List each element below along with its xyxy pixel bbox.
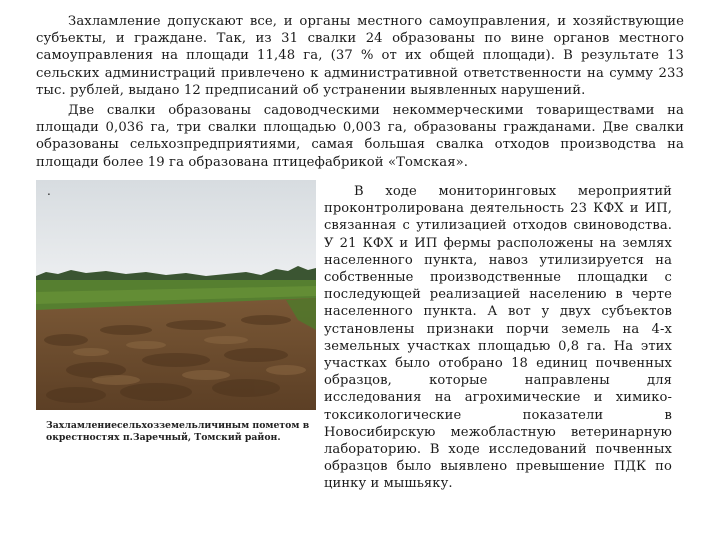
paragraph-2: Две свалки образованы садоводческими некоммерческими товариществами на площади 0,036 га, три свалки площадью 0,003 га, образованы гражданами. Две свалки образованы сельхозпредприятиями, самая большая свалка отходов производства на площади более 19 га образована птицефабрикой «Томская». [36, 103, 684, 170]
photo-marker: . [47, 184, 51, 198]
paragraph-1: Захламление допускают все, и органы местного самоуправления, и хозяйствующие субъекты, и граждане. Так, из 31 свалки 24 образованы по вине органов местного самоуправления на площади 11,48 га, (37 % от их общей площади). В результате 13 сельских администраций привлечено к административной ответственности на сумму 233 тыс. рублей, выдано 12 предписаний об устранении выявленных нарушений. [36, 14, 684, 98]
photo-caption: Захламлениесельхозземельличиным пометом в окрестностях п.Заречный, Томский район. [46, 420, 310, 443]
field-photo [36, 180, 316, 410]
paragraph-3: В ходе мониторинговых мероприятий проконтролирована деятельность 23 КФХ и ИП, связанная с утилизацией отходов свиноводства. У 21 КФХ и ИП фермы расположены на землях населенного пункта, навоз утилизируется на собственные производственные площадки с последующей реализацией населению в черте населенного пункта. А вот у двух субъектов установлены признаки порчи земель на 4-х земельных участках площадью 0,8 га. На этих участках было отобрано 18 единиц почвенных образцов, которые направлены для исследования на агрохимические и химико-токсикологические показатели в Новосибирскую межобластную ветеринарную лабораторию. В ходе исследований почвенных образцов было выявлено превышение ПДК по цинку и мышьяку. [324, 184, 672, 492]
